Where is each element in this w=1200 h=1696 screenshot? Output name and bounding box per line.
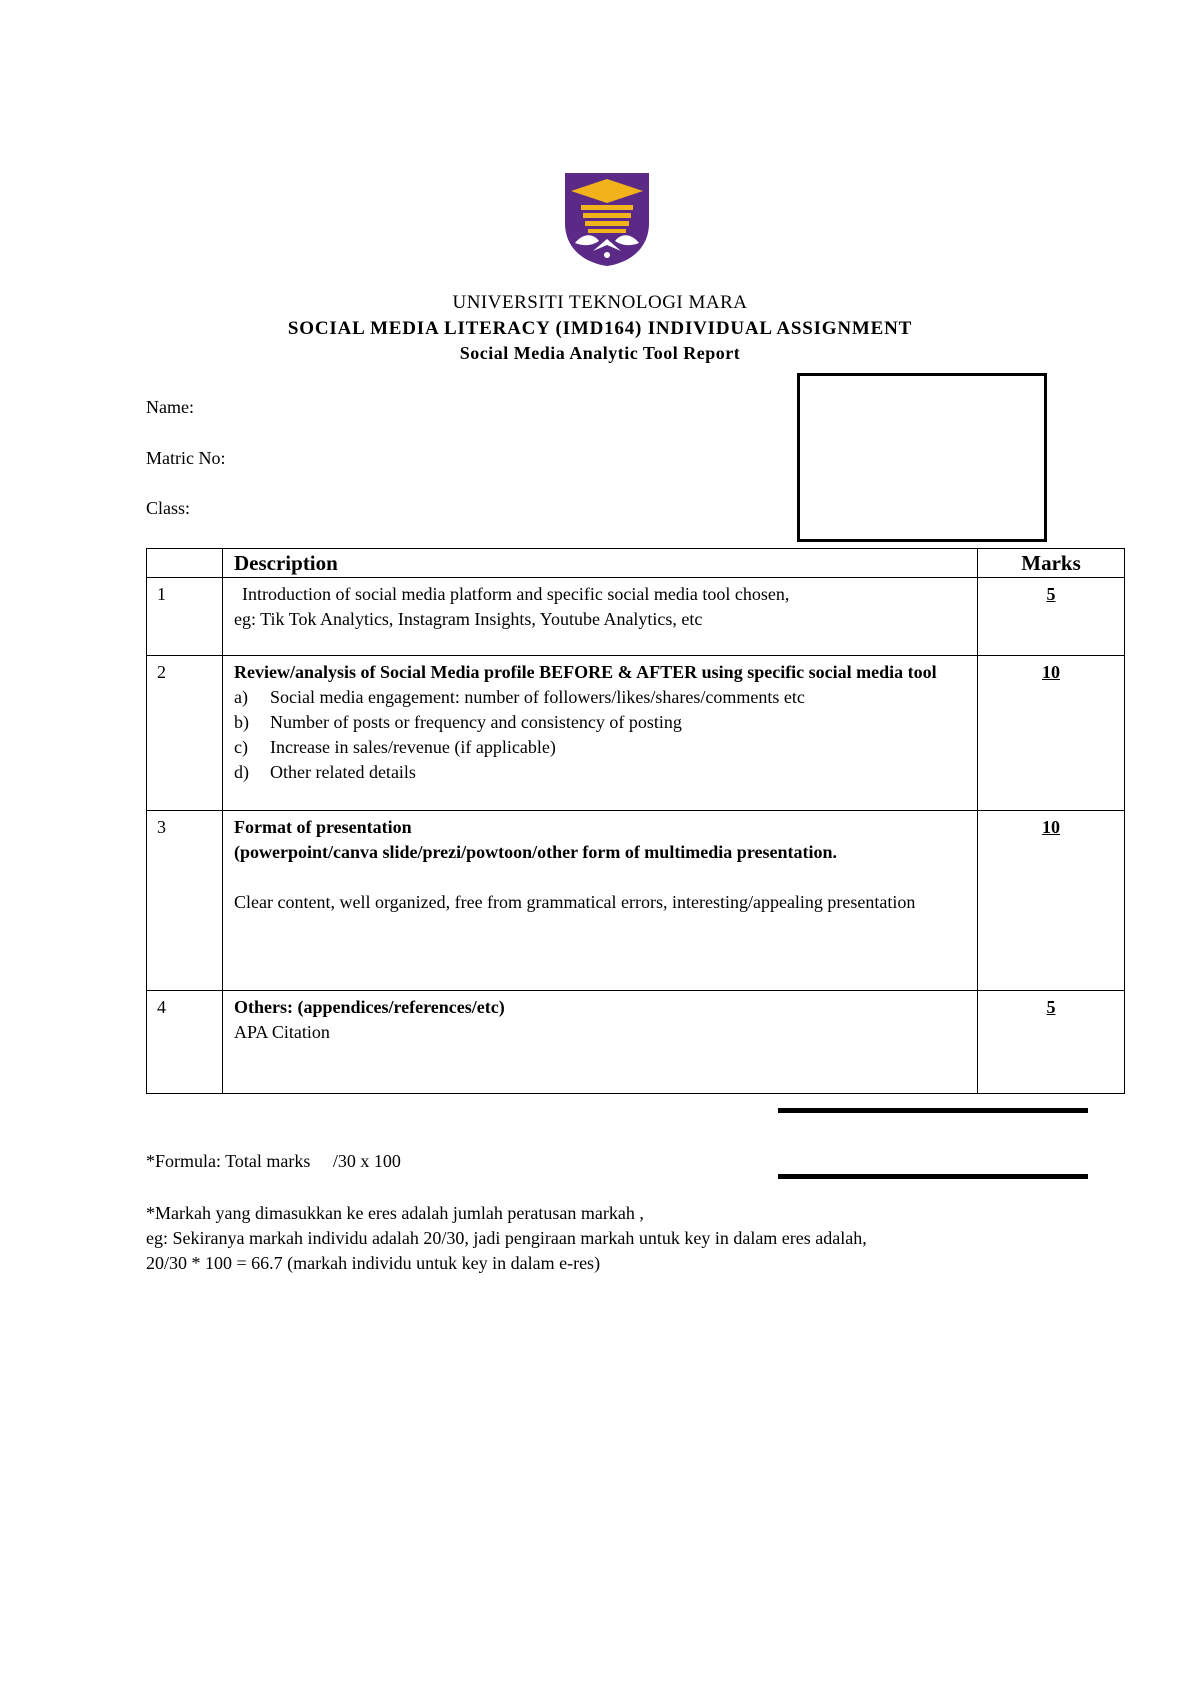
header-marks: Marks [978, 549, 1125, 578]
row-number: 3 [147, 811, 223, 991]
row-number: 2 [147, 656, 223, 811]
class-label: Class: [146, 498, 191, 518]
row-subtitle: (powerpoint/canva slide/prezi/powtoon/other form of multimedia presentation. [234, 842, 837, 862]
row-title: Others: (appendices/references/etc) [234, 997, 505, 1017]
header-no [147, 549, 223, 578]
rubric-table [146, 548, 1125, 1094]
row-body: APA Citation [234, 1022, 330, 1042]
row-description [223, 811, 978, 991]
row-body: Clear content, well organized, free from grammatical errors, interesting/appealing presentation [234, 892, 916, 912]
criteria-list [234, 685, 966, 785]
row-marks: 10 [978, 656, 1125, 811]
divider-line [778, 1108, 1088, 1113]
university-name: UNIVERSITI TEKNOLOGI MARA [452, 292, 748, 313]
report-title: Social Media Analytic Tool Report [459, 343, 741, 363]
row-number: 4 [147, 991, 223, 1094]
header-description: Description [223, 549, 978, 578]
row-title: Format of presentation [234, 817, 412, 837]
marks-note: eg: Sekiranya markah individu adalah 20/30, jadi pengiraan markah untuk key in dalam eres adalah, [146, 1228, 867, 1248]
matric-label: Matric No: [146, 448, 226, 468]
photo-box [797, 373, 1047, 542]
row-marks: 5 [978, 991, 1125, 1094]
university-crest-icon [563, 171, 651, 268]
table-row [147, 578, 1125, 656]
marks-note: *Markah yang dimasukkan ke eres adalah jumlah peratusan markah , [146, 1203, 644, 1223]
list-item: a) Social media engagement: number of followers/likes/shares/comments etc [234, 687, 805, 707]
row-description [223, 578, 978, 656]
table-row [147, 656, 1125, 811]
row-marks: 5 [978, 578, 1125, 656]
marks-note: 20/30 * 100 = 66.7 (markah individu untuk key in dalam e-res) [146, 1253, 601, 1273]
row-description [223, 991, 978, 1094]
row-title: Review/analysis of Social Media profile BEFORE & AFTER using specific social media tool [234, 662, 937, 682]
table-row [147, 811, 1125, 991]
formula-note: *Formula: Total marks /30 x 100 [146, 1151, 401, 1171]
row-marks: 10 [978, 811, 1125, 991]
row-number: 1 [147, 578, 223, 656]
description-line: eg: Tik Tok Analytics, Instagram Insights, Youtube Analytics, etc [234, 609, 703, 629]
list-item: d) Other related details [234, 762, 416, 782]
divider-line [778, 1174, 1088, 1179]
list-item: c) Increase in sales/revenue (if applicable) [234, 737, 556, 757]
list-item: b) Number of posts or frequency and consistency of posting [234, 712, 682, 732]
assignment-title: SOCIAL MEDIA LITERACY (IMD164) INDIVIDUAL ASSIGNMENT [287, 318, 913, 339]
table-header-row [147, 549, 1125, 578]
table-row [147, 991, 1125, 1094]
description-line: Introduction of social media platform and specific social media tool chosen, [242, 584, 790, 604]
row-description [223, 656, 978, 811]
name-label: Name: [146, 397, 194, 417]
